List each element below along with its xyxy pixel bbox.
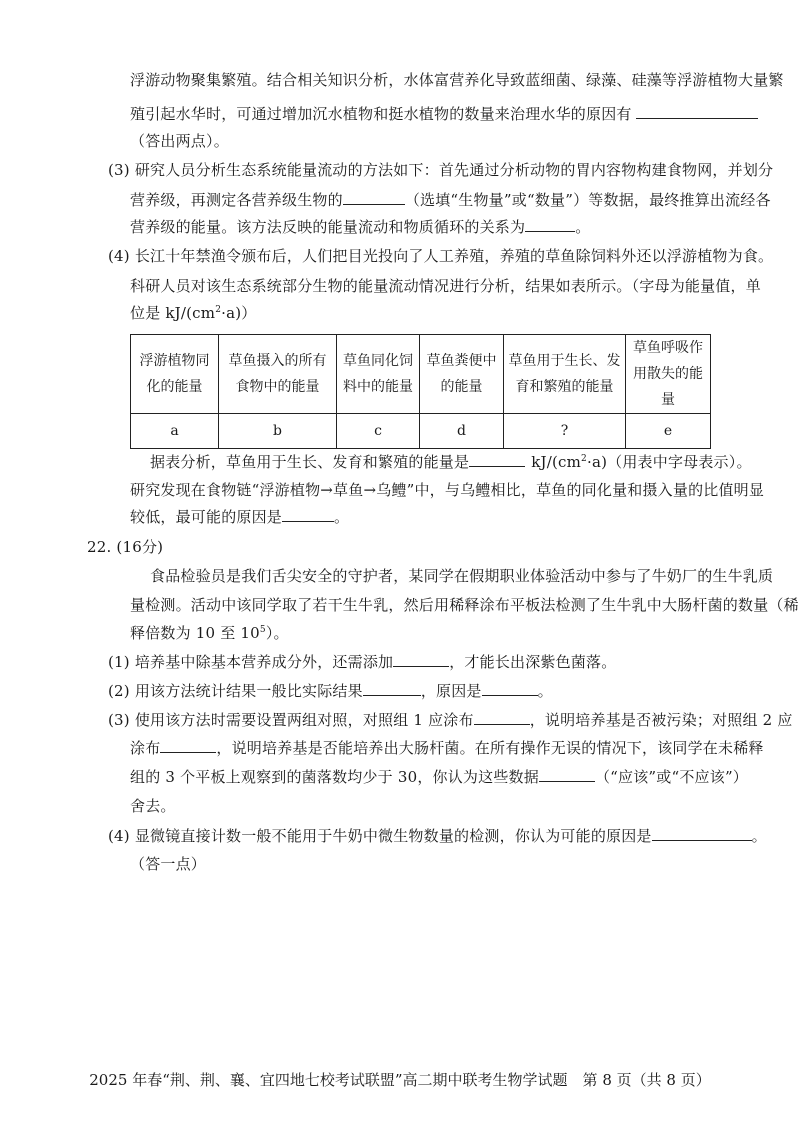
table-header-cell: 草鱼呼吸作用散失的能量 bbox=[626, 335, 711, 414]
answer-blank[interactable] bbox=[363, 681, 421, 696]
q21-part2-line3: （答出两点）。 bbox=[130, 132, 229, 150]
q22-intro-line3: 释倍数为 10 至 $10^5$）。 bbox=[130, 624, 289, 642]
q21-part4-after-line2: 研究发现在食物链“浮游植物→草鱼→乌鳢”中，与乌鳢相比，草鱼的同化量和摄入量的比值明显 bbox=[130, 481, 765, 499]
answer-blank[interactable] bbox=[469, 452, 525, 467]
table-header-cell: 浮游植物同化的能量 bbox=[131, 335, 219, 414]
q21-part3-line3: 营养级的能量。该方法反映的能量流动和物质循环的关系为 。 bbox=[130, 218, 591, 236]
answer-blank[interactable] bbox=[474, 710, 530, 725]
q22-heading: 22. (16分) bbox=[87, 538, 164, 556]
q22-part3-line3: 组的 3 个平板上观察到的菌落数均少于 30，你认为这些数据 （“应该”或“不应该”） bbox=[130, 768, 749, 786]
table-value-cell: a bbox=[131, 414, 219, 449]
q21-part2-line2: 殖引起水华时，可通过增加沉水植物和挺水植物的数量来治理水华的原因有 bbox=[130, 104, 758, 124]
table-value-cell: b bbox=[219, 414, 337, 449]
q21-part4-after-line3: 较低，最可能的原因是 。 bbox=[130, 508, 350, 526]
q22-part2: (2) 用该方法统计结果一般比实际结果 ，原因是 。 bbox=[108, 682, 553, 700]
q21-part4-line2: 科研人员对该生态系统部分生物的能量流动情况进行分析，结果如表所示。（字母为能量值，单 bbox=[130, 277, 761, 295]
q22-part3-line1: (3) 使用该方法时需要设置两组对照，对照组 1 应涂布 ，说明培养基是否被污染；对照组 2 应 bbox=[108, 711, 793, 729]
page-footer: 2025 年春“荆、荆、襄、宜四地七校考试联盟”高二期中联考生物学试题 第 8 页（共 8 页） bbox=[89, 1071, 711, 1089]
table-header-cell: 草鱼用于生长、发育和繁殖的能量 bbox=[504, 335, 626, 414]
table-value-cell: e bbox=[626, 414, 711, 449]
q21-part4-line3: 位是 $kJ/(cm^2\cdot a)$） bbox=[130, 304, 257, 322]
answer-blank[interactable] bbox=[282, 507, 334, 522]
q21-part2-line1: 浮游动物聚集繁殖。结合相关知识分析，水体富营养化导致蓝细菌、绿藻、硅藻等浮游植物大量繁 bbox=[130, 71, 784, 89]
table-header-cell: 草鱼粪便中的能量 bbox=[420, 335, 504, 414]
q22-intro-line1: 食品检验员是我们舌尖安全的守护者，某同学在假期职业体验活动中参与了牛奶厂的生牛乳质 bbox=[150, 567, 774, 585]
q22-part3-line2: 涂布 ，说明培养基是否能培养出大肠杆菌。在所有操作无误的情况下，该同学在未稀释 bbox=[130, 739, 764, 757]
q22-part4-note: （答一点） bbox=[130, 855, 207, 873]
table-header-row bbox=[131, 335, 711, 414]
q22-part4: (4) 显微镜直接计数一般不能用于牛奶中微生物数量的检测，你认为可能的原因是 。 bbox=[108, 827, 767, 845]
answer-blank[interactable] bbox=[343, 190, 405, 205]
table-value-row bbox=[131, 414, 711, 449]
table-header-cell: 草鱼摄入的所有食物中的能量 bbox=[219, 335, 337, 414]
table-value-cell: ? bbox=[504, 414, 626, 449]
q22-intro-line2: 量检测。活动中该同学取了若干生牛乳，然后用稀释涂布平板法检测了生牛乳中大肠杆菌的数量（稀 bbox=[130, 596, 799, 614]
answer-blank[interactable] bbox=[636, 104, 758, 119]
q21-part4-line1: (4) 长江十年禁渔令颁布后，人们把目光投向了人工养殖，养殖的草鱼除饲料外还以浮游植物为食。 bbox=[108, 247, 774, 265]
answer-blank[interactable] bbox=[393, 652, 449, 667]
table-value-cell: c bbox=[337, 414, 420, 449]
q21-part3-line1: (3) 研究人员分析生态系统能量流动的方法如下：首先通过分析动物的胃内容物构建食物网，并划分 bbox=[108, 161, 774, 179]
table-value-cell: d bbox=[420, 414, 504, 449]
energy-flow-table bbox=[130, 334, 711, 449]
q22-part3-line4: 舍去。 bbox=[130, 797, 176, 815]
answer-blank[interactable] bbox=[539, 767, 595, 782]
q22-part1: (1) 培养基中除基本营养成分外，还需添加 ，才能长出深紫色菌落。 bbox=[108, 653, 617, 671]
q21-part4-after-line1: 据表分析，草鱼用于生长、发育和繁殖的能量是 $kJ/(cm^2\cdot a)$（用表中字母表示）。 bbox=[150, 453, 752, 471]
answer-blank[interactable] bbox=[525, 217, 575, 232]
answer-blank[interactable] bbox=[652, 826, 752, 841]
answer-blank[interactable] bbox=[482, 681, 538, 696]
answer-blank[interactable] bbox=[160, 738, 216, 753]
table-header-cell: 草鱼同化饲料中的能量 bbox=[337, 335, 420, 414]
q21-part3-line2: 营养级，再测定各营养级生物的 （选填“生物量”或“数量”）等数据，最终推算出流经各 bbox=[130, 191, 771, 209]
